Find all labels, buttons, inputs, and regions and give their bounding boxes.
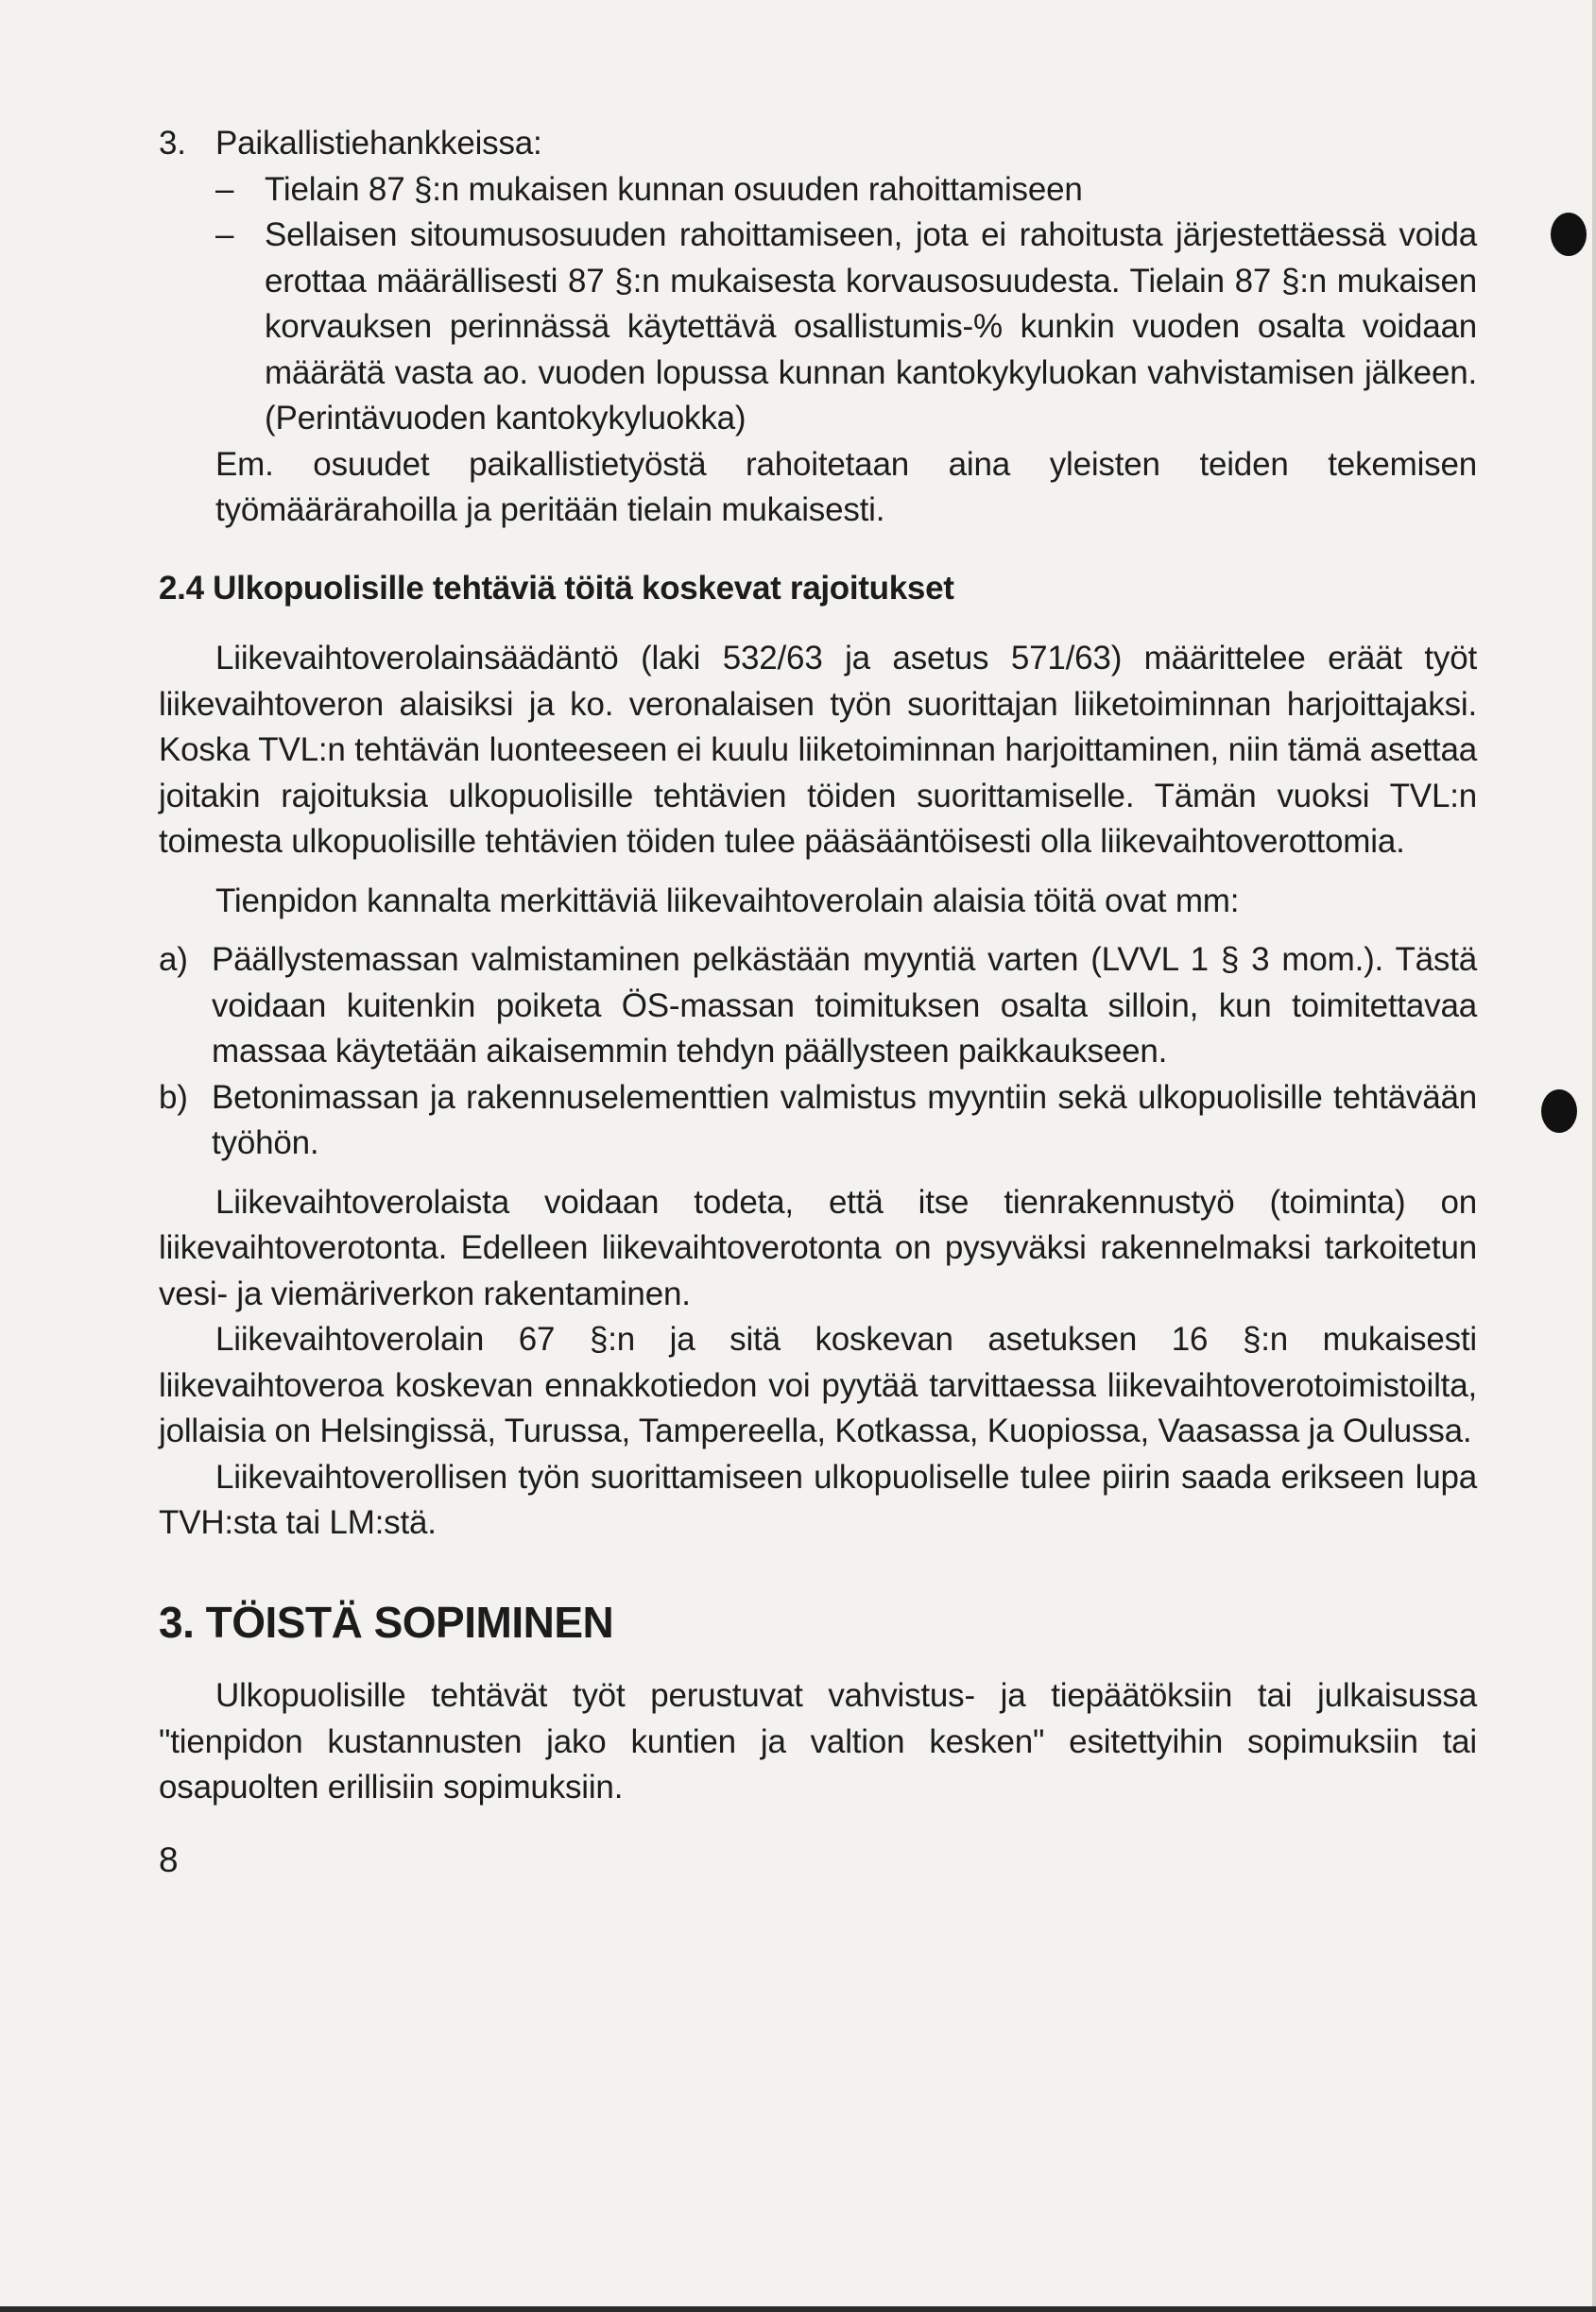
punch-hole-top [1551, 213, 1587, 256]
paragraph: Liikevaihtoverolaista voidaan todeta, että itse tienrakennustyö (toiminta) on liikevaihtoverotonta. Edelleen liikevaihtoverotonta on pysyväksi rakennelmaksi tarkoitetun vesi- ja viemäriverkon rakentaminen. [159, 1183, 1477, 1312]
section-heading-2-4: 2.4 Ulkopuolisille tehtäviä töitä koskevat rajoitukset [159, 569, 954, 607]
lettered-item-b [159, 1075, 1477, 1167]
paragraph: Tienpidon kannalta merkittäviä liikevaihtoverolain alaisia töitä ovat mm: [215, 882, 1240, 919]
dash-marker: – [215, 216, 234, 253]
item-text: Betonimassan ja rakennuselementtien valmistus myyntiin sekä ulkopuolisille tehtävään työhön. [212, 1078, 1477, 1161]
list-number: 3. [159, 125, 186, 162]
paragraph: Liikevaihtoverollisen työn suorittamiseen ulkopuoliselle tulee piirin saada erikseen lupa TVH:sta tai LM:stä. [159, 1458, 1477, 1541]
list-item-text: Tielain 87 §:n mukaisen kunnan osuuden rahoittamiseen [265, 170, 1083, 208]
paragraph: Liikevaihtoverolainsäädäntö (laki 532/63 ja asetus 571/63) määrittelee eräät työt liikevaihtoveron alaisiksi ja ko. veronalaisen työn suorittajan liiketoiminnan harjoittajaksi. Koska TVL:n tehtävän luonteeseen ei kuulu liiketoiminnan harjoittaminen, niin tämä asettaa joitakin rajoituksia ulkopuolisille tehtävien töiden suorittamiselle. Tämän vuoksi TVL:n toimesta ulkopuolisille tehtävien töiden tulee pääsääntöisesti olla liikevaihtoverottomia. [159, 640, 1477, 860]
page-edge-shadow [1592, 0, 1596, 2312]
dash-list [159, 167, 1477, 442]
list-item-text: Sellaisen sitoumusosuuden rahoittamiseen, jota ei rahoitusta järjestettäessä voida erottaa määrällisesti 87 §:n mukaisesta korvausosuudesta. Tielain 87 §:n mukaisen korvauksen perinnässä käytettävä osallistumis-% kunkin vuoden osalta voidaan määrätä vasta ao. vuoden lopussa kunnan kantokykyluokan vahvistamisen jälkeen. (Perintävuoden kantokykyluokka) [265, 216, 1477, 437]
section-heading-3: 3. TÖISTÄ SOPIMINEN [159, 1597, 614, 1647]
item-letter: a) [159, 941, 188, 978]
list-item [159, 167, 1477, 214]
paragraph: Liikevaihtoverolain 67 §:n ja sitä koskevan asetuksen 16 §:n mukaisesti liikevaihtoveroa koskevan ennakkotiedon voi pyytää tarvittaessa liikevaihtoverotoimistoilta, jollaisia on Helsingissä, Turussa, Tampereella, Kotkassa, Kuopiossa, Vaasassa ja Oulussa. [159, 1321, 1477, 1449]
lettered-item-a [159, 937, 1477, 1075]
numbered-item-3 [159, 121, 1477, 167]
closing-paragraph: Em. osuudet paikallistietyöstä rahoitetaan aina yleisten teiden tekemisen työmäärärahoilla ja peritään tielain mukaisesti. [215, 445, 1477, 528]
page-number: 8 [159, 1840, 179, 1879]
bottom-edge [0, 2306, 1596, 2312]
list-title: Paikallistiehankkeissa: [215, 125, 542, 162]
item-text: Päällystemassan valmistaminen pelkästään myyntiä varten (LVVL 1 § 3 mom.). Tästä voidaan kuitenkin poiketa ÖS-massan toimituksen osalta silloin, kun toimitettavaa massaa käytetään aikaisemmin tehdyn päällysteen paikkaukseen. [212, 941, 1477, 1070]
page-content [159, 121, 1477, 1883]
dash-marker: – [215, 170, 234, 208]
item-letter: b) [159, 1078, 188, 1116]
paragraph: Ulkopuolisille tehtävät työt perustuvat vahvistus- ja tiepäätöksiin tai julkaisussa "tienpidon kustannusten jako kuntien ja valtion kesken" esitettyihin sopimuksiin tai osapuolten erillisiin sopimuksiin. [159, 1677, 1477, 1806]
punch-hole-middle [1541, 1089, 1577, 1133]
list-item [159, 213, 1477, 442]
